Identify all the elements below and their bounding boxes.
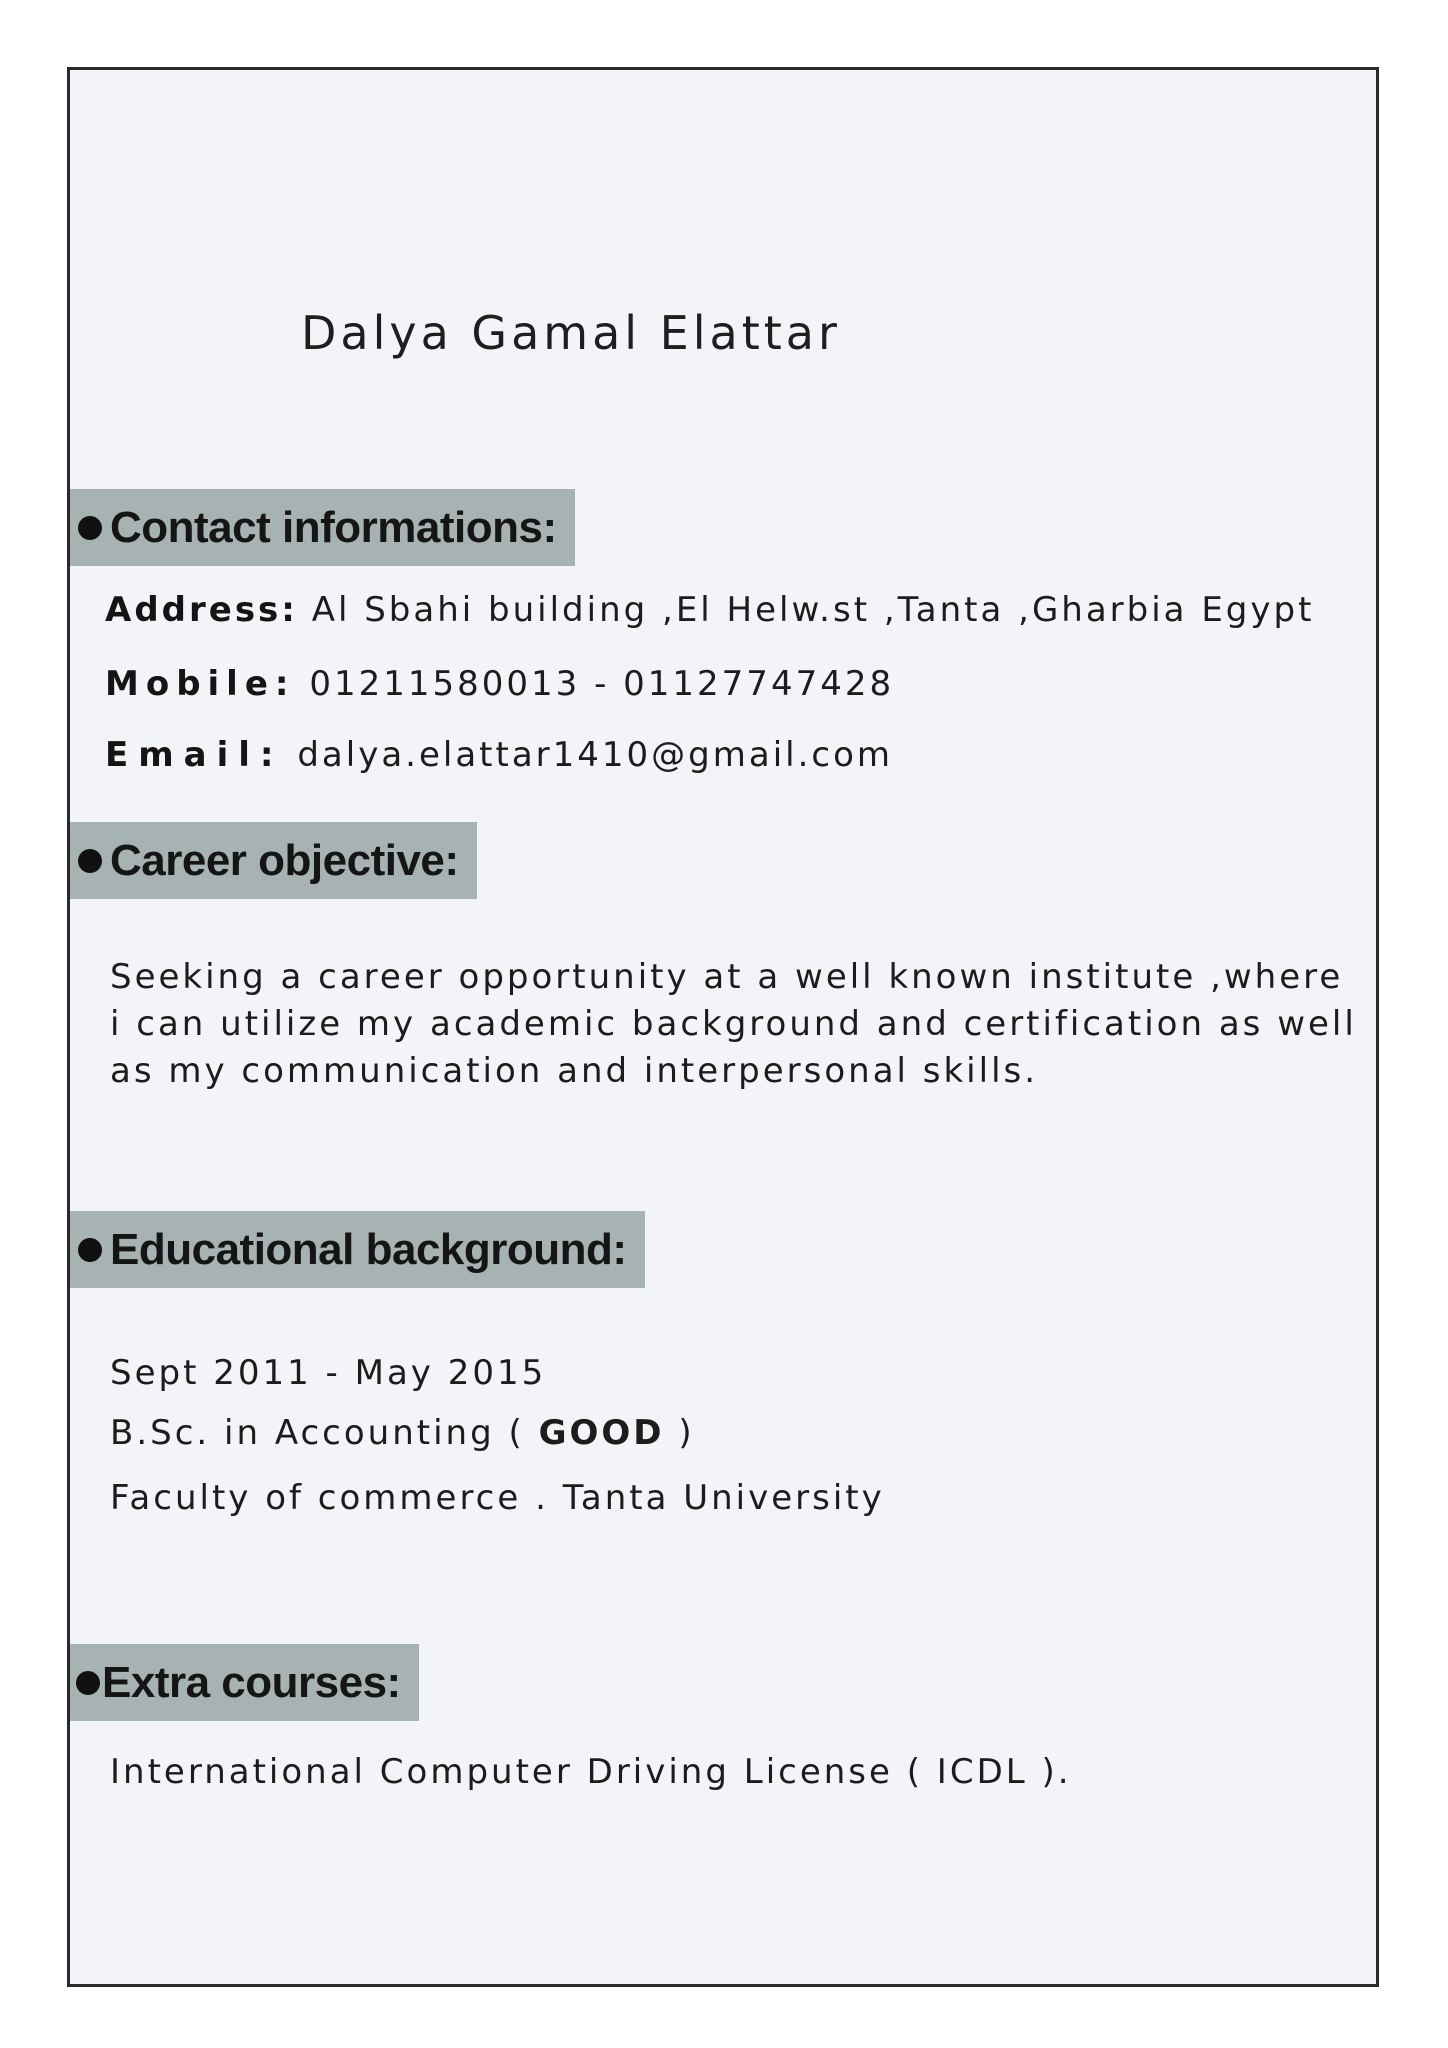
- education-institution: Faculty of commerce . Tanta University: [110, 1478, 885, 1518]
- courses-section-header: [70, 1644, 419, 1721]
- degree-text: B.Sc. in Accounting (: [110, 1413, 525, 1453]
- career-line: Seeking a career opportunity at a well known institute ,where: [110, 957, 1344, 997]
- career-line: i can utilize my academic background and certification as well: [110, 1004, 1357, 1044]
- email-row: [105, 735, 893, 775]
- email-label: Email:: [105, 735, 284, 775]
- career-objective-text: [110, 954, 1360, 1095]
- email-value: dalya.elattar1410@gmail.com: [297, 735, 894, 775]
- education-dates: Sept 2011 - May 2015: [110, 1353, 547, 1393]
- career-section-title: Career objective:: [110, 835, 459, 885]
- mobile-value: 01211580013 - 01127747428: [309, 664, 895, 704]
- address-value: Al Sbahi building ,El Helw.st ,Tanta ,Gharbia Egypt: [311, 590, 1315, 630]
- bullet-icon: [76, 1671, 100, 1695]
- career-line: as my communication and interpersonal skills.: [110, 1051, 1039, 1091]
- courses-section-title: Extra courses:: [102, 1657, 401, 1707]
- contact-section-title: Contact informations:: [110, 502, 557, 552]
- address-row: [105, 590, 1314, 630]
- education-degree: [110, 1413, 695, 1453]
- course-item: International Computer Driving License ( ICDL ).: [110, 1752, 1072, 1792]
- contact-section-header: [70, 489, 575, 566]
- education-section-title: Educational background:: [110, 1224, 627, 1274]
- degree-suffix: ): [678, 1413, 695, 1453]
- address-label: Address:: [105, 590, 298, 630]
- mobile-label: Mobile:: [105, 664, 296, 704]
- bullet-icon: [78, 1238, 102, 1262]
- education-section-header: [70, 1211, 645, 1288]
- career-section-header: [70, 822, 477, 899]
- mobile-row: [105, 664, 894, 704]
- degree-grade: GOOD: [538, 1413, 665, 1453]
- bullet-icon: [78, 849, 102, 873]
- candidate-name: Dalya Gamal Elattar: [301, 306, 841, 360]
- bullet-icon: [78, 516, 102, 540]
- resume-page: [67, 67, 1379, 1987]
